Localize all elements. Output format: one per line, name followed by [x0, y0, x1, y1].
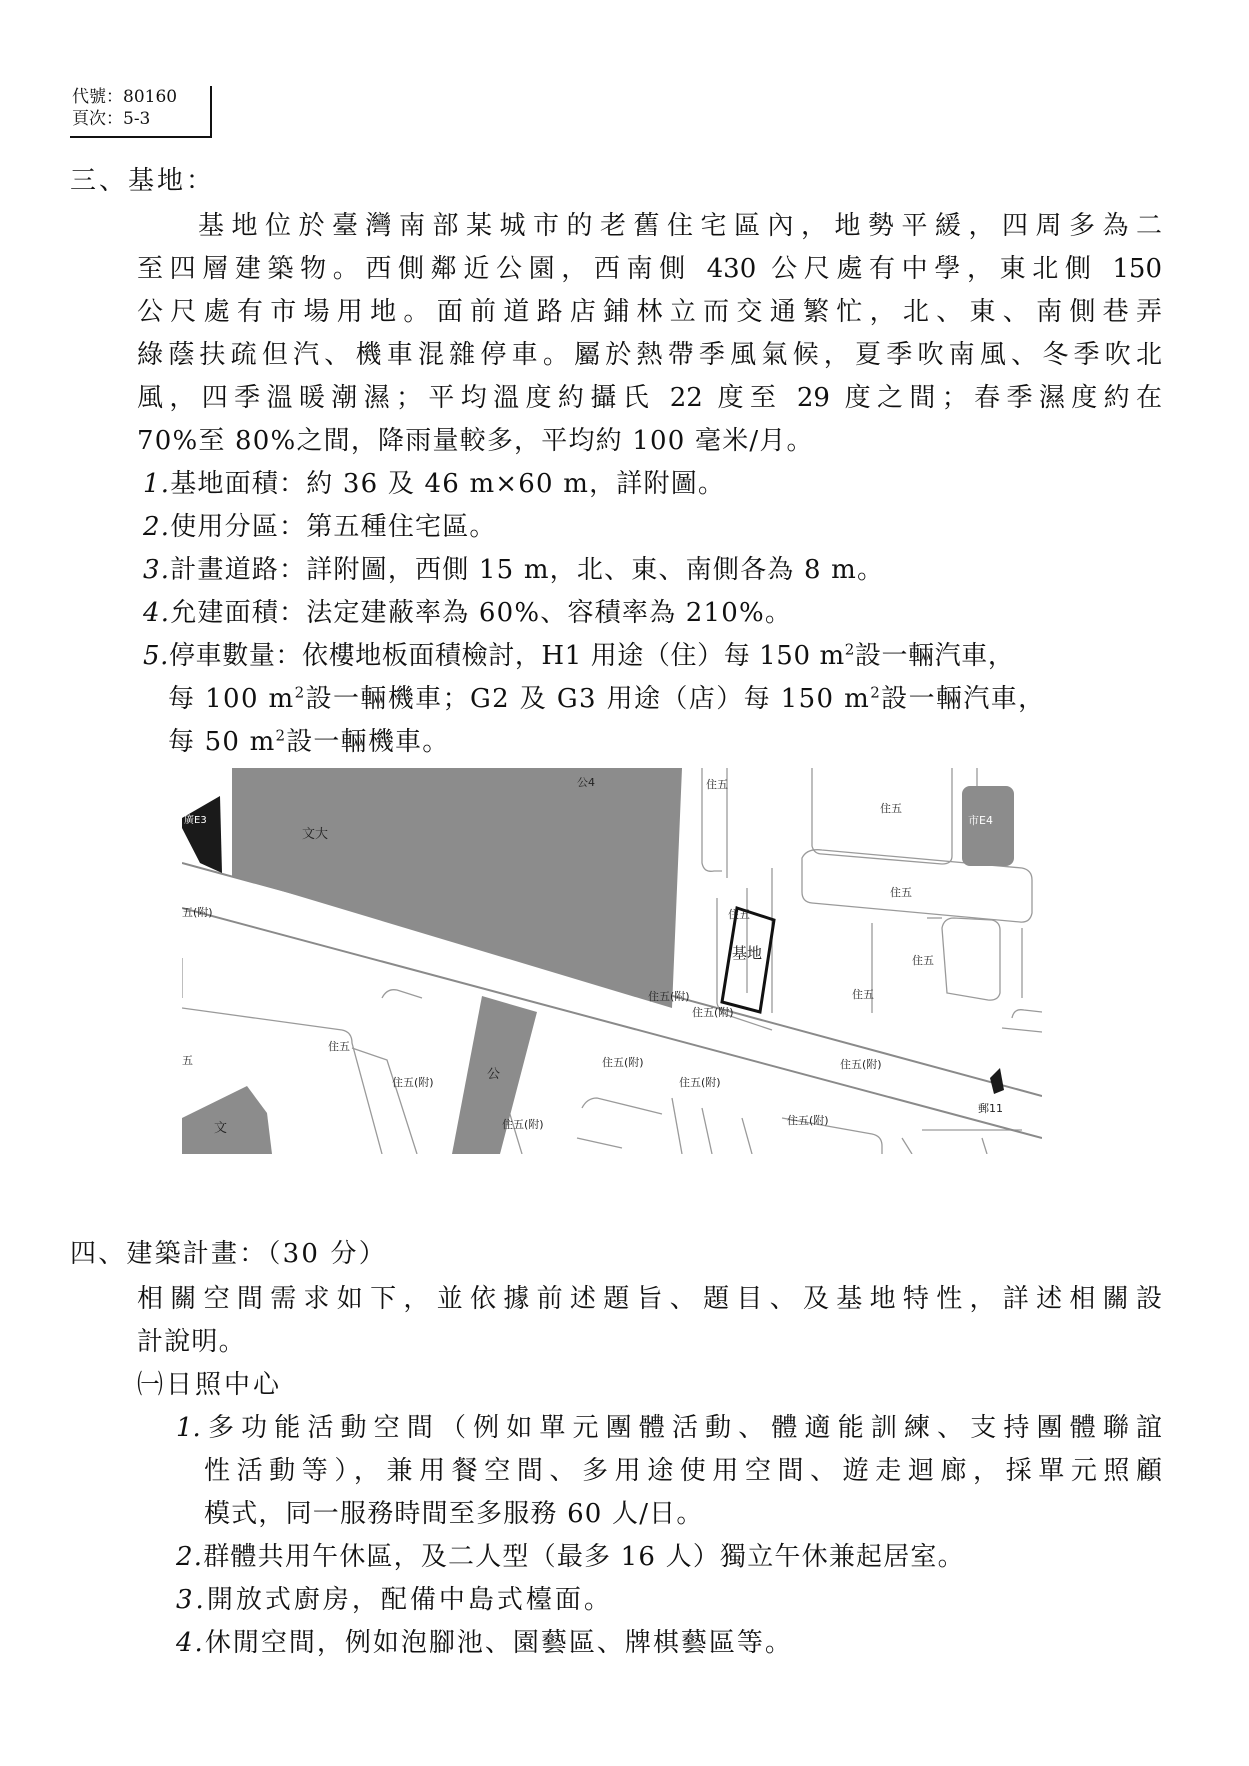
plan-item-3: [176, 1579, 613, 1616]
item-number: 2.: [176, 1542, 204, 1572]
map-label-guang-e3: 廣E3: [184, 815, 207, 826]
item-number: 1.: [143, 469, 171, 499]
page-number: 頁次：5-3: [72, 109, 151, 129]
item-number: 4.: [176, 1628, 205, 1658]
map-label-jidi: 基地: [732, 944, 763, 962]
map-label-zhu5fu-7: 住五(附): [502, 1118, 544, 1131]
map-label-zhu5fu-2: 住五(附): [692, 1006, 734, 1019]
map-label-zhu5-6: 住五: [852, 988, 874, 1001]
item-text: 停車數量：依樓地板面積檢討，H1 用途（住）每 150 m: [169, 641, 845, 671]
site-map: [182, 768, 1042, 1154]
item-number: 3.: [143, 555, 171, 585]
section4-title: 四、建築計畫：（30 分）: [70, 1239, 387, 1269]
item-text: 允建面積：法定建蔽率為 60%、容積率為 210%。: [170, 598, 793, 628]
plan-item-1-line-2: 性活動等），兼用餐空間、多用途使用空間、遊走迴廊，採單元照顧: [204, 1456, 1162, 1486]
site-item-5-line-1: [143, 635, 1014, 672]
site-item-5-line-3: [168, 721, 449, 758]
subsection-title-day-care: ㈠日照中心: [137, 1370, 283, 1400]
section3-intro-line-3: 公尺處有市場用地。面前道路店鋪林立而交通繁忙，北、東、南側巷弄: [137, 297, 1162, 327]
map-label-zhu5-1: 住五: [706, 778, 728, 791]
map-label-gong: 公: [487, 1067, 501, 1082]
map-label-zhu5-left: 五(附): [182, 906, 213, 919]
item-text: 每 50 m: [168, 727, 276, 757]
section3-title: 三、基地：: [70, 166, 216, 196]
map-label-zhu5fu-5: 住五(附): [392, 1076, 434, 1089]
site-item-2: [143, 506, 497, 543]
map-label-zhu5fu-8: 住五(附): [787, 1114, 829, 1127]
item-text: 設一輛機車。: [286, 727, 450, 757]
superscript: 2: [844, 640, 855, 659]
site-item-4: [143, 592, 792, 629]
section3-intro-line-2: 至四層建築物。西側鄰近公園，西南側 430 公尺處有中學，東北側 150: [137, 254, 1162, 284]
item-text: 群體共用午休區，及二人型（最多 16 人）獨立午休兼起居室。: [203, 1542, 965, 1572]
map-label-zhu5-2: 住五: [880, 802, 902, 815]
item-number: 5.: [143, 641, 170, 671]
map-label-gong4: 公4: [577, 776, 595, 789]
plan-item-4: [176, 1622, 793, 1659]
item-text: 每 100 m: [168, 684, 295, 714]
section3-intro-line-4: 綠蔭扶疏但汽、機車混雜停車。屬於熱帶季風氣候，夏季吹南風、冬季吹北: [137, 340, 1162, 370]
item-text: 基地面積：約 36 及 46 m×60 m，詳附圖。: [170, 469, 726, 499]
item-number: 2.: [143, 512, 171, 542]
item-text: 休閒空間，例如泡腳池、園藝區、牌棋藝區等。: [204, 1628, 793, 1658]
section3-intro-line-1: 基地位於臺灣南部某城市的老舊住宅區內，地勢平緩，四周多為二: [198, 211, 1162, 241]
item-text: 開放式廚房，配備中島式檯面。: [206, 1585, 613, 1615]
map-label-you11: 郵11: [978, 1102, 1003, 1115]
map-label-zhu5fu-4: 住五(附): [840, 1058, 882, 1071]
plan-item-1-line-1: [176, 1407, 1162, 1444]
map-label-zhu5fu-3: 住五(附): [602, 1056, 644, 1069]
map-label-zhu5-7: 住五: [328, 1040, 350, 1053]
superscript: 2: [294, 683, 306, 702]
section4-intro-line-1: 相關空間需求如下，並依據前述題旨、題目、及基地特性，詳述相關設: [137, 1284, 1162, 1314]
item-text: 多功能活動空間（例如單元團體活動、體適能訓練、支持團體聯誼: [200, 1413, 1162, 1443]
section3-intro-line-5: 風，四季溫暖潮濕；平均溫度約攝氏 22 度至 29 度之間；春季濕度約在: [137, 383, 1162, 413]
superscript: 2: [275, 726, 287, 745]
item-number: 3.: [176, 1585, 207, 1615]
site-item-5-line-2: [168, 678, 1046, 715]
map-label-zhu5fu-6: 住五(附): [679, 1076, 721, 1089]
item-text: 設一輛機車；G2 及 G3 用途（店）每 150 m: [305, 684, 871, 714]
map-label-zhu5-4: 住五: [728, 908, 750, 921]
exam-code: 代號：80160: [72, 87, 178, 107]
map-label-zhu5fu-1: 住五(附): [648, 990, 690, 1003]
map-label-wenda: 文大: [302, 827, 329, 842]
map-label-zhu5-3: 住五: [890, 886, 912, 899]
site-item-3: [143, 549, 884, 586]
site-item-1: [143, 463, 725, 500]
item-text: 設一輛汽車，: [854, 641, 1015, 671]
section4-intro-line-2: 計說明。: [137, 1327, 246, 1357]
map-label-wen: 文: [214, 1121, 228, 1136]
item-number: 4.: [143, 598, 171, 628]
map-label-zhu5-5: 住五: [912, 954, 934, 967]
map-label-zhu5-edge: 五: [182, 1054, 193, 1067]
item-number: 1.: [176, 1413, 201, 1443]
plan-item-1-line-3: 模式，同一服務時間至多服務 60 人/日。: [204, 1499, 704, 1529]
item-text: 使用分區：第五種住宅區。: [170, 512, 497, 542]
item-text: 計畫道路：詳附圖，西側 15 m，北、東、南側各為 8 m。: [170, 555, 885, 585]
plan-item-2: [176, 1536, 965, 1573]
section3-intro-line-6: 70%至 80%之間，降雨量較多，平均約 100 毫米/月。: [137, 426, 814, 456]
item-text: 設一輛汽車，: [881, 684, 1046, 714]
superscript: 2: [870, 683, 882, 702]
map-label-shi-e4: 市E4: [968, 814, 993, 827]
exam-code-box: [70, 86, 212, 138]
